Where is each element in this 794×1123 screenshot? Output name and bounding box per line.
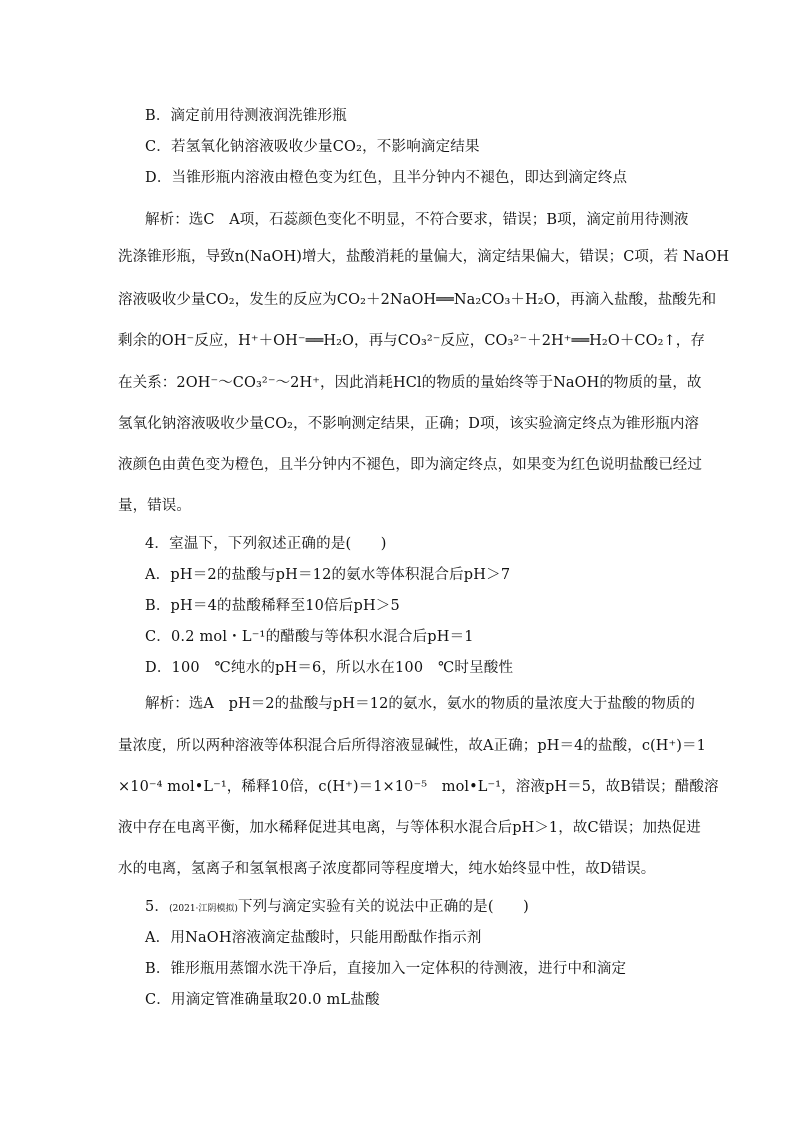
q3-analysis-line-8: 量，错误。 <box>118 498 191 514</box>
q4-option-c: C．0.2 mol・L⁻¹的醋酸与等体积水混合后pH＝1 <box>145 629 474 645</box>
q5-option-b: B．锥形瓶用蒸馏水洗干净后，直接加入一定体积的待测液，进行中和滴定 <box>145 961 627 977</box>
q4-analysis-line-1: 解析：选A pH＝2的盐酸与pH＝12的氨水，氨水的物质的量浓度大于盐酸的物质的 <box>145 696 695 712</box>
q4-analysis-line-3: ×10⁻⁴ mol•L⁻¹，稀释10倍，c(H⁺)＝1×10⁻⁵ mol•L⁻¹，溶液pH＝5，故B错误；醋酸溶 <box>118 779 719 795</box>
q5-option-a: A．用NaOH溶液滴定盐酸时，只能用酚酞作指示剂 <box>145 930 482 946</box>
q4-option-d: D．100 ℃纯水的pH＝6，所以水在100 ℃时呈酸性 <box>145 660 514 676</box>
q4-option-a: A．pH＝2的盐酸与pH＝12的氨水等体积混合后pH＞7 <box>145 567 511 583</box>
q3-analysis-line-1: 解析：选C A项，石蕊颜色变化不明显，不符合要求，错误；B项，滴定前用待测液 <box>145 212 689 228</box>
q3-option-c: C．若氢氧化钠溶液吸收少量CO₂，不影响滴定结果 <box>145 139 480 155</box>
q4-option-b: B．pH＝4的盐酸稀释至10倍后pH＞5 <box>145 598 400 614</box>
q5-stem <box>145 895 529 916</box>
q3-analysis-line-4: 剩余的OH⁻反应，H⁺＋OH⁻══H₂O，再与CO₃²⁻反应，CO₃²⁻＋2H⁺══H₂O＋CO₂↑，存 <box>118 333 705 349</box>
q4-stem: 4．室温下，下列叙述正确的是( ) <box>145 536 387 552</box>
q5-option-c: C．用滴定管准确量取20.0 mL盐酸 <box>145 992 380 1008</box>
q3-analysis-line-7: 液颜色由黄色变为橙色，且半分钟内不褪色，即为滴定终点，如果变为红色说明盐酸已经过 <box>118 457 702 473</box>
q3-analysis-line-3: 溶液吸收少量CO₂，发生的反应为CO₂＋2NaOH══Na₂CO₃＋H₂O，再滴入盐酸，盐酸先和 <box>118 292 717 308</box>
q3-option-b: B．滴定前用待测液润洗锥形瓶 <box>145 108 347 124</box>
q5-number: 5． <box>145 899 170 915</box>
q3-analysis-line-5: 在关系：2OH⁻～CO₃²⁻～2H⁺，因此消耗HCl的物质的量始终等于NaOH的物质的量，故 <box>118 375 702 391</box>
q5-stem-text: 下列与滴定实验有关的说法中正确的是( ) <box>237 899 529 915</box>
q3-analysis-line-2: 洗涤锥形瓶，导致n(NaOH)增大，盐酸消耗的量偏大，滴定结果偏大，错误；C项，若 NaOH <box>118 249 730 265</box>
q4-analysis-line-4: 液中存在电离平衡，加水稀释促进其电离，与等体积水混合后pH＞1，故C错误；加热促进 <box>118 820 701 836</box>
q3-option-d: D．当锥形瓶内溶液由橙色变为红色，且半分钟内不褪色，即达到滴定终点 <box>145 170 628 186</box>
q4-analysis-line-5: 水的电离，氢离子和氢氧根离子浓度都同等程度增大，纯水始终显中性，故D错误。 <box>118 861 656 877</box>
q4-analysis-line-2: 量浓度，所以两种溶液等体积混合后所得溶液显碱性，故A正确；pH＝4的盐酸，c(H⁺)＝1 <box>118 738 706 754</box>
q5-source: (2021·江阴模拟) <box>169 904 238 914</box>
q3-analysis-line-6: 氢氧化钠溶液吸收少量CO₂，不影响测定结果，正确；D项，该实验滴定终点为锥形瓶内溶 <box>118 416 700 432</box>
